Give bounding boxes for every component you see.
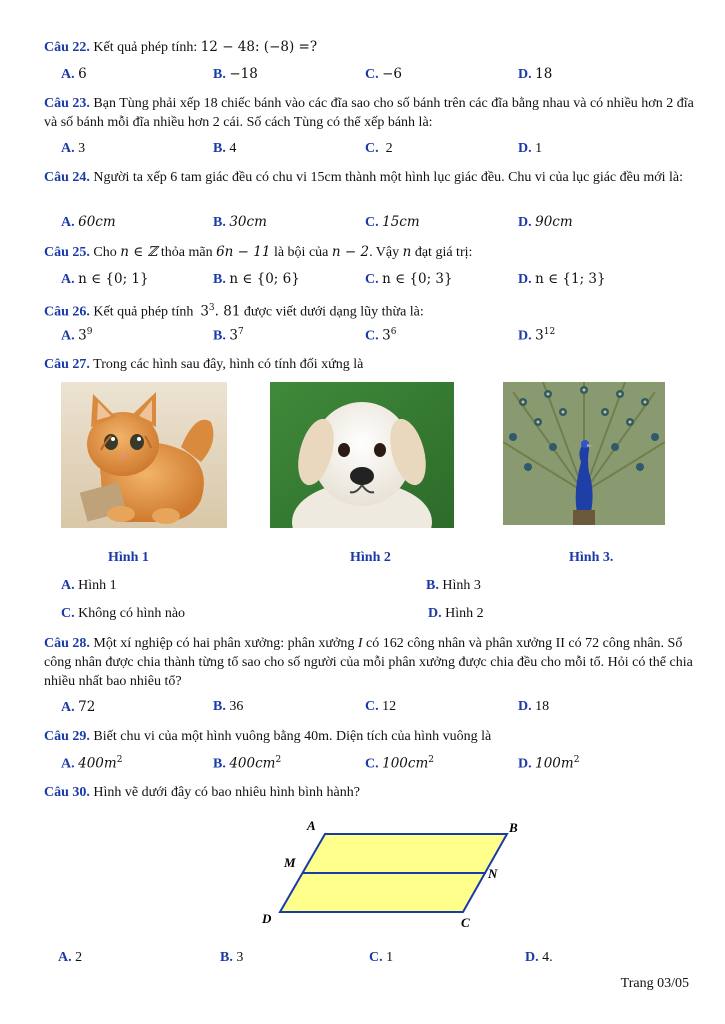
option-letter: C. — [365, 141, 379, 156]
question-label: Câu 22. — [44, 40, 90, 55]
option-letter: B. — [213, 328, 226, 344]
option-letter: B. — [213, 141, 226, 156]
q22-option-a[interactable] — [61, 66, 87, 83]
question-23 — [44, 94, 694, 132]
question-text: Một xí nghiệp có hai phân xưởng: phân xưởng — [93, 636, 358, 651]
option-letter: A. — [61, 756, 75, 772]
option-letter: B. — [220, 950, 233, 965]
q26-option-d[interactable] — [518, 327, 555, 345]
question-label: Câu 24. — [44, 170, 90, 185]
option-letter: B. — [213, 67, 226, 82]
option-value: 100m — [535, 755, 574, 772]
point-label-a: A — [307, 818, 316, 833]
power-base: 3 — [229, 327, 238, 344]
puppy-illustration — [270, 382, 454, 528]
question-text: Kết quả phép tính — [93, 304, 197, 320]
q22-option-b[interactable] — [213, 66, 258, 83]
question-text: . Vậy — [369, 245, 403, 260]
option-value: 100cm — [382, 755, 429, 772]
option-letter: D. — [518, 67, 532, 82]
math-expression: n ∈ ℤ — [120, 244, 158, 260]
q26-option-b[interactable] — [213, 327, 244, 345]
power-base: 3 — [200, 303, 209, 320]
page-number: Trang 03/05 — [620, 976, 689, 991]
caption-image-1: Hình 1 — [108, 550, 149, 565]
power-exponent: 6 — [390, 327, 397, 337]
question-text: Bạn Tùng phải xếp 18 chiếc bánh vào các đĩa sao cho số bánh trên các đĩa bằng nhau và có nhiều hơn 2 đĩa và số bánh mỗi đĩa nhiều hơn 2 cái. Số cách Tùng có thể xếp bánh là: — [44, 96, 694, 130]
question-30 — [44, 783, 694, 802]
q26-option-c[interactable] — [365, 327, 396, 345]
peacock-illustration — [503, 382, 665, 525]
option-value: Hình 1 — [78, 578, 117, 593]
power-exponent: 7 — [237, 327, 244, 337]
option-value: −6 — [382, 66, 403, 82]
q28-option-a[interactable] — [61, 699, 95, 716]
option-letter: B. — [213, 272, 226, 287]
math-expression: n — [402, 244, 412, 260]
q23-option-b[interactable] — [213, 141, 236, 157]
option-value: 6 — [78, 66, 87, 82]
q30-option-a[interactable] — [58, 950, 82, 966]
caption-image-3: Hình 3. — [569, 550, 614, 565]
q25-option-a[interactable] — [61, 271, 149, 288]
question-text: là bội của — [270, 245, 332, 260]
power-exponent: 12 — [543, 327, 556, 337]
option-letter: D. — [428, 606, 442, 621]
point-label-n: N — [488, 866, 498, 881]
q24-option-a[interactable] — [61, 214, 116, 231]
q24-option-b[interactable] — [213, 214, 267, 231]
puppy-image — [270, 382, 454, 528]
option-value: 2 — [385, 141, 393, 156]
option-value: 400m — [78, 755, 117, 772]
option-letter: D. — [525, 950, 539, 965]
point-label-d: D — [262, 911, 272, 926]
option-value: 15cm — [382, 214, 420, 230]
q30-option-b[interactable] — [220, 950, 243, 966]
question-text: Trong các hình sau đây, hình có tính đối xứng là — [93, 357, 364, 372]
question-text: đạt giá trị: — [411, 245, 473, 260]
q25-option-b[interactable] — [213, 271, 300, 288]
option-value: 30cm — [229, 214, 267, 230]
question-text: Cho — [93, 245, 121, 260]
option-value: 18 — [535, 66, 553, 82]
power-exponent: 3 — [208, 303, 215, 313]
math-expression: n − 2 — [331, 244, 370, 260]
q23-option-a[interactable] — [61, 141, 85, 157]
option-letter: B. — [426, 578, 439, 593]
math-expression: I — [357, 636, 363, 651]
question-label: Câu 29. — [44, 729, 90, 744]
q27-option-a[interactable] — [61, 578, 117, 594]
math-expression: . 81 — [214, 303, 241, 320]
option-letter: A. — [61, 328, 75, 344]
option-letter: D. — [518, 272, 532, 287]
q23-option-d[interactable] — [518, 141, 542, 157]
math-expression: 6n − 11 — [216, 244, 271, 260]
question-text: thỏa mãn — [157, 245, 217, 260]
option-letter: C. — [365, 699, 379, 714]
option-letter: A. — [61, 700, 75, 715]
option-value: 2 — [75, 950, 83, 965]
option-letter: C. — [61, 606, 75, 621]
q25-option-d[interactable] — [518, 271, 606, 288]
question-24 — [44, 168, 694, 187]
question-text: có 162 công nhân và phân xưởng II có 72 công nhân. Số công nhân được chia thành từng tổ sao cho số người của mỗi phân xưởng được chia đều cho mỗi tổ. Hỏi có thể chia nhiều nhất bao nhiêu tổ? — [44, 636, 693, 689]
question-29 — [44, 727, 694, 746]
power-base: 3 — [535, 327, 544, 344]
peacock-image — [503, 382, 665, 525]
option-value: n ∈ {0; 1} — [78, 271, 149, 287]
q30-option-d[interactable] — [525, 950, 553, 966]
power-base: 3 — [382, 327, 391, 344]
question-text: Người ta xếp 6 tam giác đều có chu vi 15cm thành một hình lục giác đều. Chu vi của lục giác đều mới là: — [93, 170, 684, 185]
question-label: Câu 23. — [44, 96, 90, 111]
option-value: 4 — [229, 141, 237, 156]
option-value: 72 — [78, 699, 96, 715]
question-label: Câu 27. — [44, 357, 90, 372]
q22-option-c[interactable] — [365, 66, 402, 83]
option-letter: C. — [365, 272, 379, 287]
option-letter: C. — [365, 756, 379, 772]
q27-option-d[interactable] — [428, 606, 484, 622]
q29-option-a[interactable] — [61, 755, 122, 773]
power-exponent: 2 — [116, 755, 123, 765]
power-exponent: 2 — [573, 755, 580, 765]
question-label: Câu 30. — [44, 785, 90, 800]
kitten-illustration — [61, 382, 227, 528]
q26-option-a[interactable] — [61, 327, 92, 345]
kitten-image — [61, 382, 227, 528]
question-label: Câu 28. — [44, 636, 90, 651]
option-value: 3 — [78, 141, 86, 156]
option-letter: C. — [365, 67, 379, 82]
q24-option-c[interactable] — [365, 214, 420, 231]
q22-option-d[interactable] — [518, 66, 552, 83]
option-value: 1 — [386, 950, 394, 965]
option-value: Không có hình nào — [78, 606, 186, 621]
power-exponent: 2 — [428, 755, 434, 765]
question-label: Câu 25. — [44, 245, 90, 260]
option-value: n ∈ {0; 6} — [229, 271, 300, 287]
option-letter: D. — [518, 328, 532, 344]
q28-option-c[interactable] — [365, 699, 396, 715]
option-letter: A. — [61, 141, 75, 156]
question-text: Kết quả phép tính: — [93, 40, 201, 55]
option-letter: D. — [518, 215, 532, 230]
option-value: 400cm — [229, 755, 276, 772]
option-value: n ∈ {0; 3} — [382, 271, 453, 287]
option-value: 12 — [382, 699, 397, 714]
question-expression: 12 − 48: (−8) =? — [200, 39, 318, 55]
option-letter: D. — [518, 141, 532, 156]
option-letter: D. — [518, 699, 532, 714]
option-letter: B. — [213, 215, 226, 230]
question-text: được viết dưới dạng lũy thừa là: — [240, 304, 424, 320]
q27-option-c[interactable] — [61, 606, 185, 622]
option-letter: A. — [61, 215, 75, 230]
option-value: Hình 2 — [445, 606, 484, 621]
option-letter: C. — [365, 215, 379, 230]
q29-option-b[interactable] — [213, 755, 281, 773]
caption-image-2: Hình 2 — [350, 550, 391, 565]
q29-option-d[interactable] — [518, 755, 579, 773]
option-value: n ∈ {1; 3} — [535, 271, 606, 287]
point-label-m: M — [284, 855, 296, 870]
question-26 — [44, 299, 694, 322]
option-value: 36 — [229, 699, 244, 714]
option-value: 3 — [236, 950, 244, 965]
q29-option-c[interactable] — [365, 755, 434, 773]
question-label: Câu 26. — [44, 304, 90, 320]
option-letter: B. — [213, 699, 226, 714]
option-value: −18 — [229, 66, 258, 82]
question-28 — [44, 634, 694, 691]
option-letter: D. — [518, 756, 532, 772]
option-value: 18 — [535, 699, 550, 714]
q25-option-c[interactable] — [365, 271, 453, 288]
q30-option-c[interactable] — [369, 950, 393, 966]
q28-option-d[interactable] — [518, 699, 549, 715]
point-label-c: C — [461, 915, 470, 930]
q24-option-d[interactable] — [518, 214, 573, 231]
q28-option-b[interactable] — [213, 699, 243, 715]
question-text: Biết chu vi của một hình vuông bằng 40m. Diện tích của hình vuông là — [93, 729, 492, 744]
option-value: 90cm — [535, 214, 573, 230]
option-letter: C. — [365, 328, 379, 344]
option-letter: A. — [61, 67, 75, 82]
option-value: 1 — [535, 141, 543, 156]
power-base: 3 — [78, 327, 87, 344]
option-value: Hình 3 — [442, 578, 481, 593]
option-letter: A. — [61, 578, 75, 593]
q23-option-c[interactable] — [365, 141, 393, 157]
option-value: 60cm — [78, 214, 116, 230]
question-25 — [44, 243, 694, 262]
point-label-b: B — [509, 820, 518, 835]
parallelogram-figure — [255, 815, 535, 935]
option-letter: C. — [369, 950, 383, 965]
power-exponent: 9 — [86, 327, 93, 337]
option-value: 4. — [542, 950, 553, 965]
option-letter: A. — [58, 950, 72, 965]
option-letter: B. — [213, 756, 226, 772]
q27-option-b[interactable] — [426, 578, 481, 594]
power-exponent: 2 — [275, 755, 282, 765]
option-letter: A. — [61, 272, 75, 287]
question-22 — [44, 38, 694, 57]
question-27 — [44, 355, 694, 374]
question-text: Hình vẽ dưới đây có bao nhiêu hình bình hành? — [93, 785, 360, 800]
